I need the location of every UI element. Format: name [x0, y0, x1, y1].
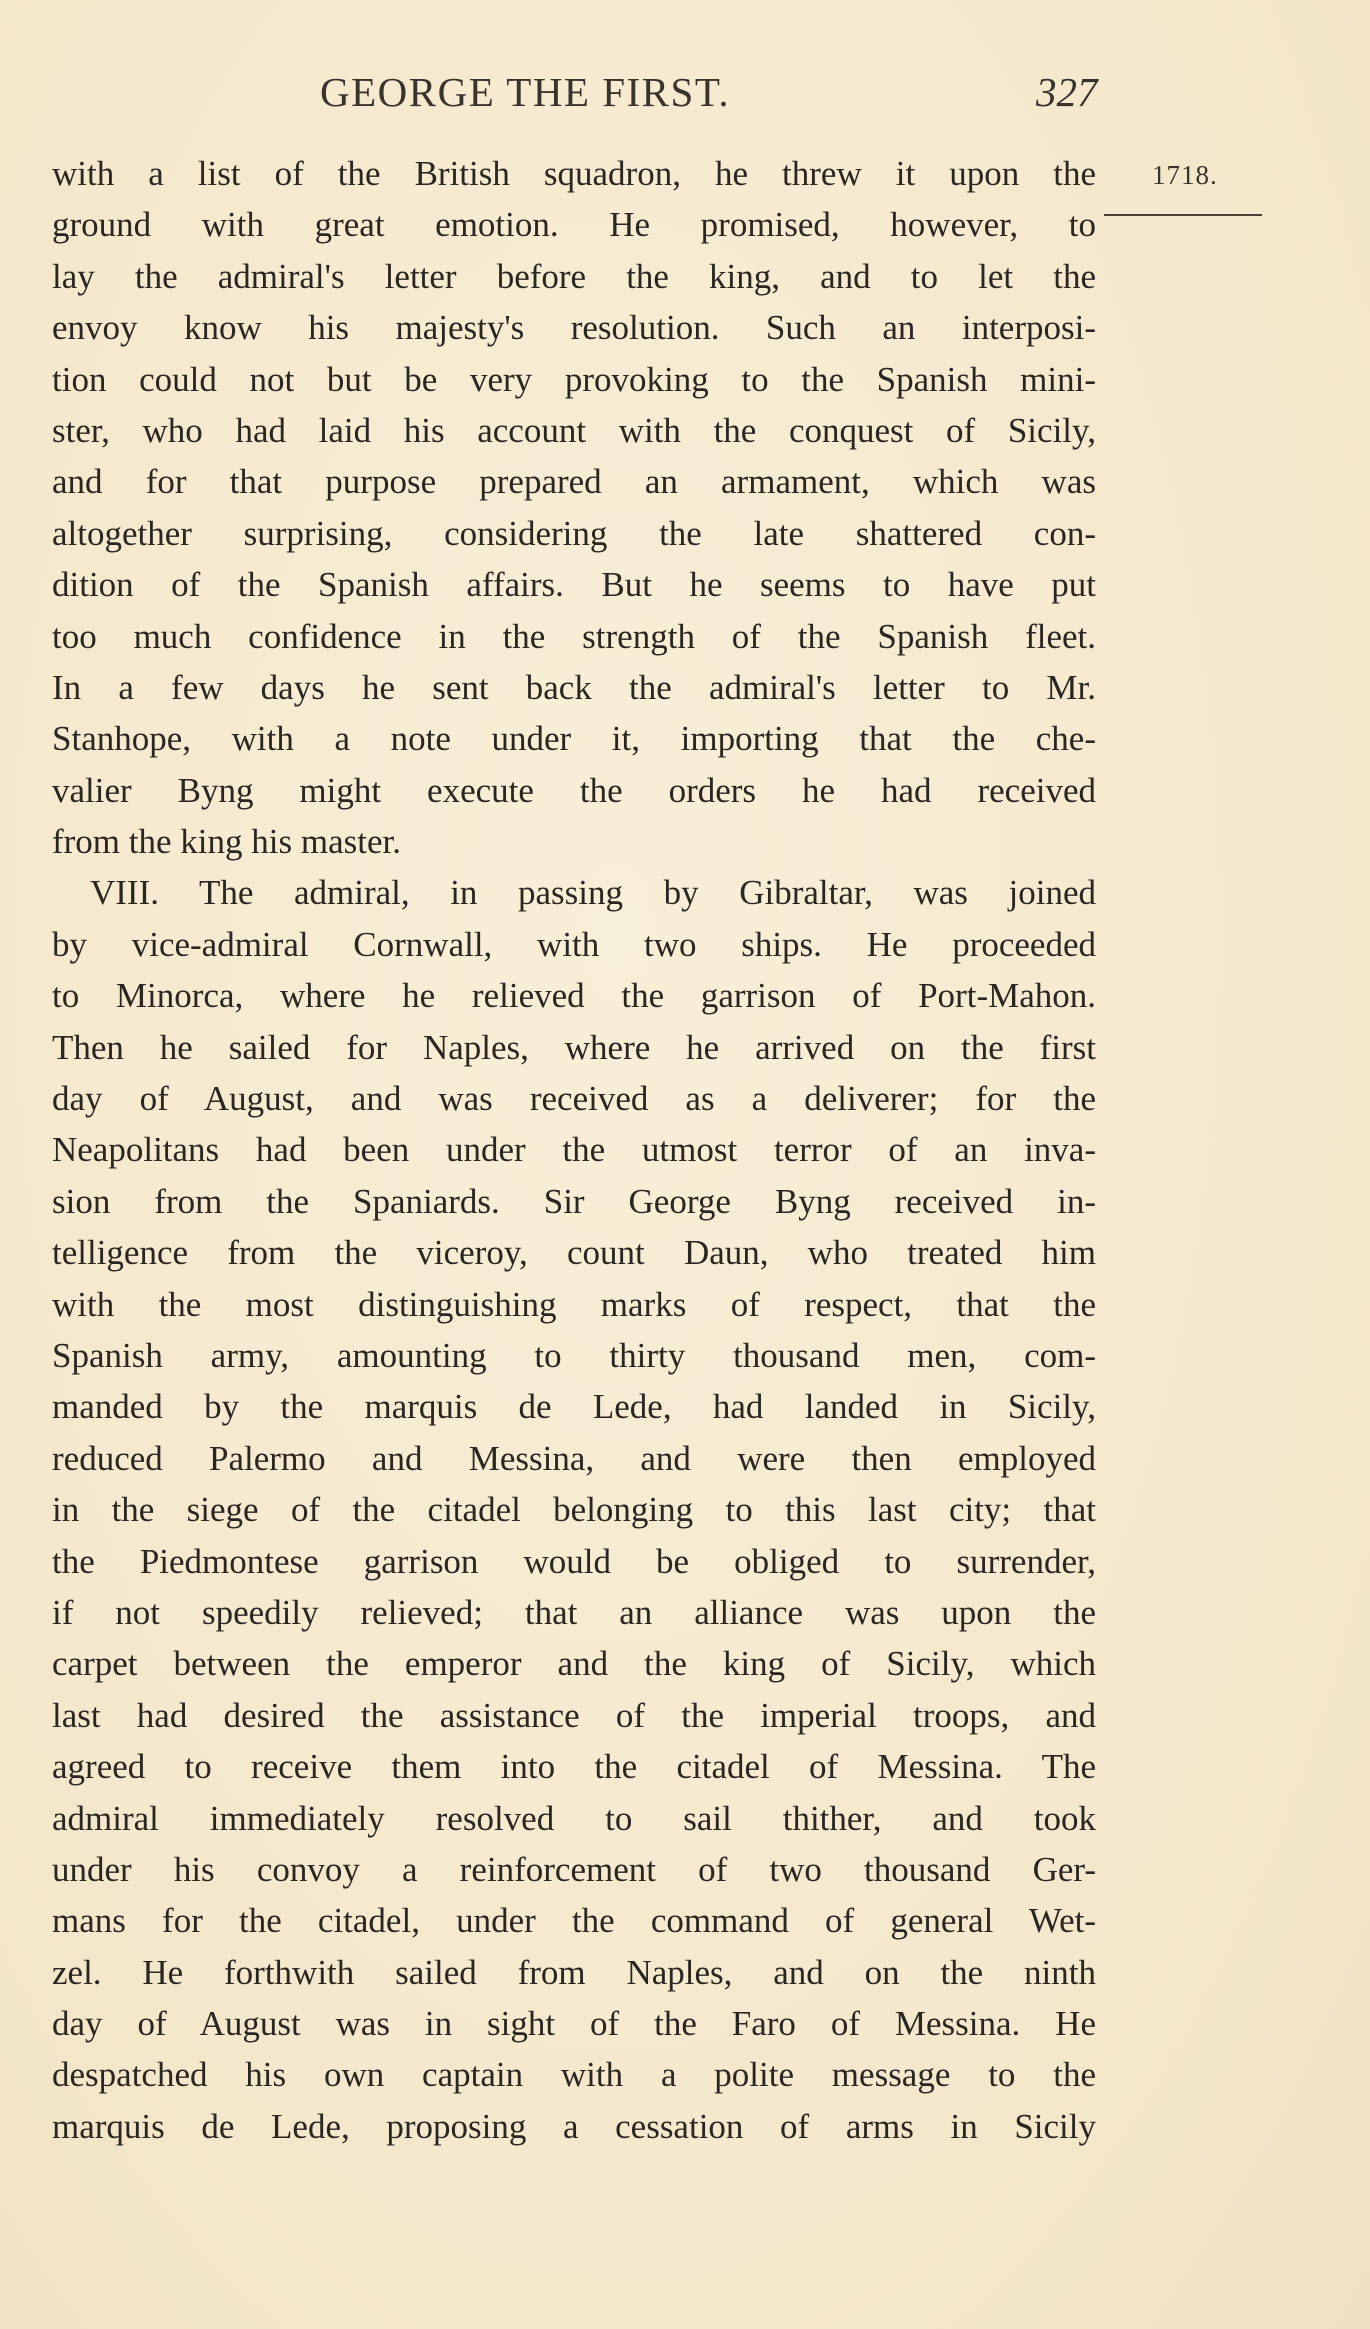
- text-line: despatched his own captain with a polite message to the: [52, 2055, 1096, 2095]
- text-line: by vice-admiral Cornwall, with two ships. He proceeded: [52, 924, 1096, 964]
- text-line: the Piedmontese garrison would be obliged to surrender,: [52, 1541, 1096, 1581]
- text-line: carpet between the emperor and the king of Sicily, which: [52, 1644, 1096, 1684]
- text-line: in the siege of the citadel belonging to this last city; that: [52, 1490, 1096, 1530]
- text-line: ster, who had laid his account with the conquest of Sicily,: [52, 410, 1096, 450]
- text-line: lay the admiral's letter before the king, and to let the: [52, 256, 1096, 296]
- body-text: [52, 148, 1096, 2152]
- page-number: 327: [1036, 69, 1098, 115]
- text-line: admiral immediately resolved to sail thither, and took: [52, 1798, 1096, 1838]
- text-line: telligence from the viceroy, count Daun, who treated him: [52, 1233, 1096, 1273]
- text-line: Then he sailed for Naples, where he arrived on the first: [52, 1027, 1096, 1067]
- text-line: zel. He forthwith sailed from Naples, and on the ninth: [52, 1952, 1096, 1992]
- text-line: manded by the marquis de Lede, had landed in Sicily,: [52, 1387, 1096, 1427]
- text-line: altogether surprising, considering the late shattered con-: [52, 513, 1096, 553]
- text-line: ground with great emotion. He promised, however, to: [52, 205, 1096, 245]
- text-line: day of August was in sight of the Faro of Messina. He: [52, 2004, 1096, 2044]
- text-line: marquis de Lede, proposing a cessation of arms in Sicily: [52, 2106, 1096, 2146]
- text-line: Neapolitans had been under the utmost terror of an inva-: [52, 1130, 1096, 1170]
- text-line: sion from the Spaniards. Sir George Byng received in-: [52, 1181, 1096, 1221]
- margin-rule-divider: [1104, 214, 1262, 216]
- text-line: Spanish army, amounting to thirty thousand men, com-: [52, 1335, 1096, 1375]
- text-line: if not speedily relieved; that an alliance was upon the: [52, 1592, 1096, 1632]
- text-line: with a list of the British squadron, he threw it upon the: [52, 154, 1096, 193]
- text-line: day of August, and was received as a deliverer; for the: [52, 1079, 1096, 1119]
- text-line: mans for the citadel, under the command of general Wet-: [52, 1901, 1096, 1941]
- text-line: envoy know his majesty's resolution. Such an interposi-: [52, 308, 1096, 348]
- text-line: agreed to receive them into the citadel of Messina. The: [52, 1747, 1096, 1787]
- margin-year-note: 1718.: [1152, 160, 1218, 190]
- text-line: last had desired the assistance of the imperial troops, and: [52, 1695, 1096, 1735]
- text-line: too much confidence in the strength of the Spanish fleet.: [52, 616, 1096, 656]
- text-line: under his convoy a reinforcement of two thousand Ger-: [52, 1849, 1096, 1889]
- text-line: tion could not but be very provoking to the Spanish mini-: [52, 359, 1096, 399]
- text-line: In a few days he sent back the admiral's letter to Mr.: [52, 667, 1096, 707]
- text-line: with the most distinguishing marks of respect, that the: [52, 1284, 1096, 1324]
- text-line-paragraph-start: VIII. The admiral, in passing by Gibraltar, was joined: [90, 873, 1096, 913]
- text-line: to Minorca, where he relieved the garrison of Port-Mahon.: [52, 976, 1096, 1016]
- text-line: valier Byng might execute the orders he had received: [52, 770, 1096, 810]
- text-line: dition of the Spanish affairs. But he seems to have put: [52, 565, 1096, 605]
- text-line: Stanhope, with a note under it, importing that the che-: [52, 719, 1096, 759]
- text-line: reduced Palermo and Messina, and were then employed: [52, 1438, 1096, 1478]
- text-line: and for that purpose prepared an armament, which was: [52, 462, 1096, 502]
- text-line-paragraph-end: from the king his master.: [52, 822, 401, 862]
- running-title: GEORGE THE FIRST.: [320, 69, 731, 115]
